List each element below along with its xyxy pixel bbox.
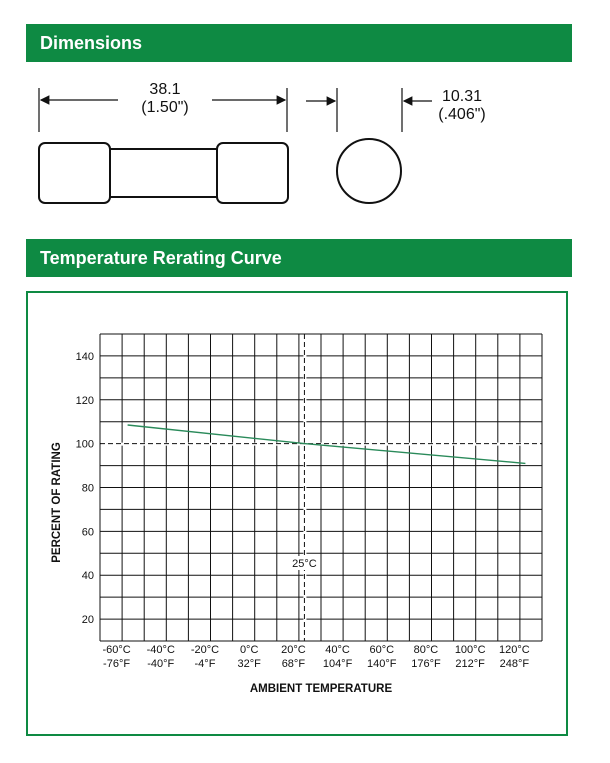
reference-label: 25°C bbox=[292, 558, 317, 570]
x-tick-label-celsius: 40°C bbox=[325, 644, 350, 656]
y-tick-label: 140 bbox=[75, 350, 94, 363]
x-tick-label-fahrenheit: 68°F bbox=[281, 658, 306, 670]
x-tick-label-celsius: 0°C bbox=[239, 644, 259, 656]
y-tick-label: 120 bbox=[75, 394, 94, 407]
x-tick-label-fahrenheit: 176°F bbox=[411, 658, 441, 670]
x-tick-label-fahrenheit: -4°F bbox=[194, 658, 216, 670]
x-tick-label-fahrenheit: 104°F bbox=[322, 658, 353, 670]
x-tick-label-fahrenheit: -76°F bbox=[103, 658, 131, 670]
x-tick-label-celsius: 100°C bbox=[454, 644, 486, 656]
x-tick-label-celsius: 20°C bbox=[281, 644, 306, 656]
x-tick-label-fahrenheit: 212°F bbox=[455, 658, 485, 670]
length-in: (1.50") bbox=[141, 99, 189, 116]
x-tick-label-celsius: -20°C bbox=[190, 644, 220, 656]
y-tick-label: 80 bbox=[81, 482, 94, 495]
x-tick-label-fahrenheit: 32°F bbox=[237, 658, 261, 670]
dimensions-title: Dimensions bbox=[40, 33, 143, 53]
y-tick-label: 100 bbox=[75, 438, 94, 451]
y-axis-label: PERCENT OF RATING bbox=[51, 442, 63, 563]
x-axis-label: AMBIENT TEMPERATURE bbox=[249, 683, 393, 695]
x-tick-label-celsius: -60°C bbox=[102, 644, 131, 656]
diameter-mm: 10.31 bbox=[441, 88, 483, 105]
length-mm: 38.1 bbox=[149, 81, 181, 98]
x-tick-label-fahrenheit: 140°F bbox=[367, 658, 397, 670]
y-tick-label: 40 bbox=[81, 570, 94, 583]
x-tick-label-celsius: 60°C bbox=[369, 644, 395, 656]
diameter-in: (.406") bbox=[438, 106, 486, 123]
x-tick-label-celsius: 80°C bbox=[413, 644, 439, 656]
y-tick-label: 20 bbox=[81, 614, 94, 627]
y-tick-label: 60 bbox=[81, 526, 94, 539]
x-tick-label-celsius: 120°C bbox=[499, 644, 530, 656]
x-tick-label-fahrenheit: -40°F bbox=[147, 658, 175, 670]
curve-title: Temperature Rerating Curve bbox=[40, 248, 282, 268]
x-tick-label-fahrenheit: 248°F bbox=[499, 658, 530, 670]
x-tick-label-celsius: -40°C bbox=[146, 644, 175, 656]
